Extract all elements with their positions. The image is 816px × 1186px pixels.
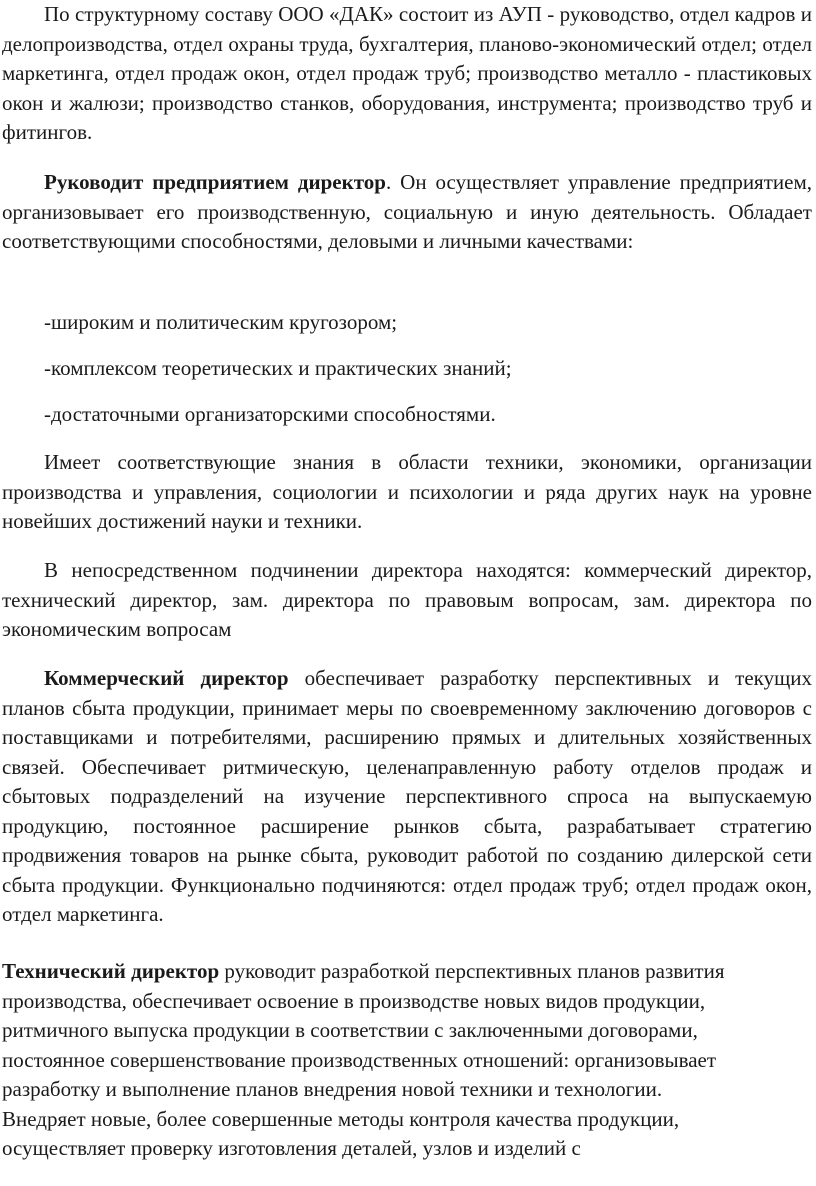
director-heading: Руководит предприятием директор bbox=[44, 170, 386, 194]
technical-director-heading: Технический директор bbox=[2, 959, 220, 983]
technical-line-1: Технический директор руководит разработкой перспективных планов развития bbox=[2, 959, 725, 983]
knowledge-paragraph: Имеет соответствующие знания в области техники, экономики, организации производства и управления, социологии и психологии и ряда других наук на уровне новейших достижений науки и техники. bbox=[2, 450, 812, 533]
quality-item-1: -широким и политическим кругозором; bbox=[44, 310, 398, 334]
commercial-director-heading: Коммерческий директор bbox=[44, 666, 289, 690]
technical-line-4: постоянное совершенствование производственных отношений: организовывает bbox=[2, 1047, 717, 1072]
technical-director-paragraph bbox=[2, 957, 812, 1164]
director-paragraph bbox=[2, 168, 812, 257]
technical-line-5: разработку и выполнение планов внедрения новой техники и технологии. bbox=[2, 1077, 663, 1101]
quality-item-2: -комплексом теоретических и практических знаний; bbox=[44, 356, 512, 380]
intro-paragraph: По структурному составу ООО «ДАК» состоит из АУП - руководство, отдел кадров и делопроизводства, отдел охраны труда, бухгалтерия, планово-экономический отдел; отдел маркетинга, отдел продаж окон, отдел продаж труб; производство металло - пластиковых окон и жалюзи; производство станков, оборудования, инструмента; производство труб и фитингов. bbox=[2, 2, 812, 144]
commercial-director-text: обеспечивает разработку перспективных и текущих планов сбыта продукции, принимает меры по своевременному заключению договоров с поставщиками и потребителями, расширению прямых и длительных хозяйственных связей. Обеспечивает ритмическую, целенаправленную работу отделов продаж и сбытовых подразделений на изучение перспективного спроса на выпускаемую продукцию, постоянное расширение рынков сбыта, разрабатывает стратегию продвижения товаров на рынке сбыта, руководит работой по созданию дилерской сети сбыта продукции. Функционально подчиняются: отдел продаж труб; отдел продаж окон, отдел маркетинга. bbox=[2, 666, 812, 926]
quality-item-3: -достаточными организаторскими способностями. bbox=[44, 402, 496, 426]
technical-line-3: ритмичного выпуска продукции в соответствии с заключенными договорами, bbox=[2, 1018, 698, 1042]
commercial-director-paragraph bbox=[2, 664, 812, 930]
subordinates-paragraph: В непосредственном подчинении директора находятся: коммерческий директор, технический директор, зам. директора по правовым вопросам, зам. директора по экономическим вопросам bbox=[2, 558, 812, 641]
technical-line-6: Внедряет новые, более совершенные методы контроля качества продукции, bbox=[2, 1106, 680, 1131]
director-text: . Он осуществляет управление предприятием, организовывает его производственную, социальную и иную деятельность. Обладает соответствующими способностями, деловыми и личными качествами: bbox=[2, 170, 812, 253]
technical-line-7: осуществляет проверку изготовления деталей, узлов и изделий с bbox=[2, 1136, 581, 1160]
technical-line-2: производства, обеспечивает освоение в производстве новых видов продукции, bbox=[2, 988, 706, 1013]
